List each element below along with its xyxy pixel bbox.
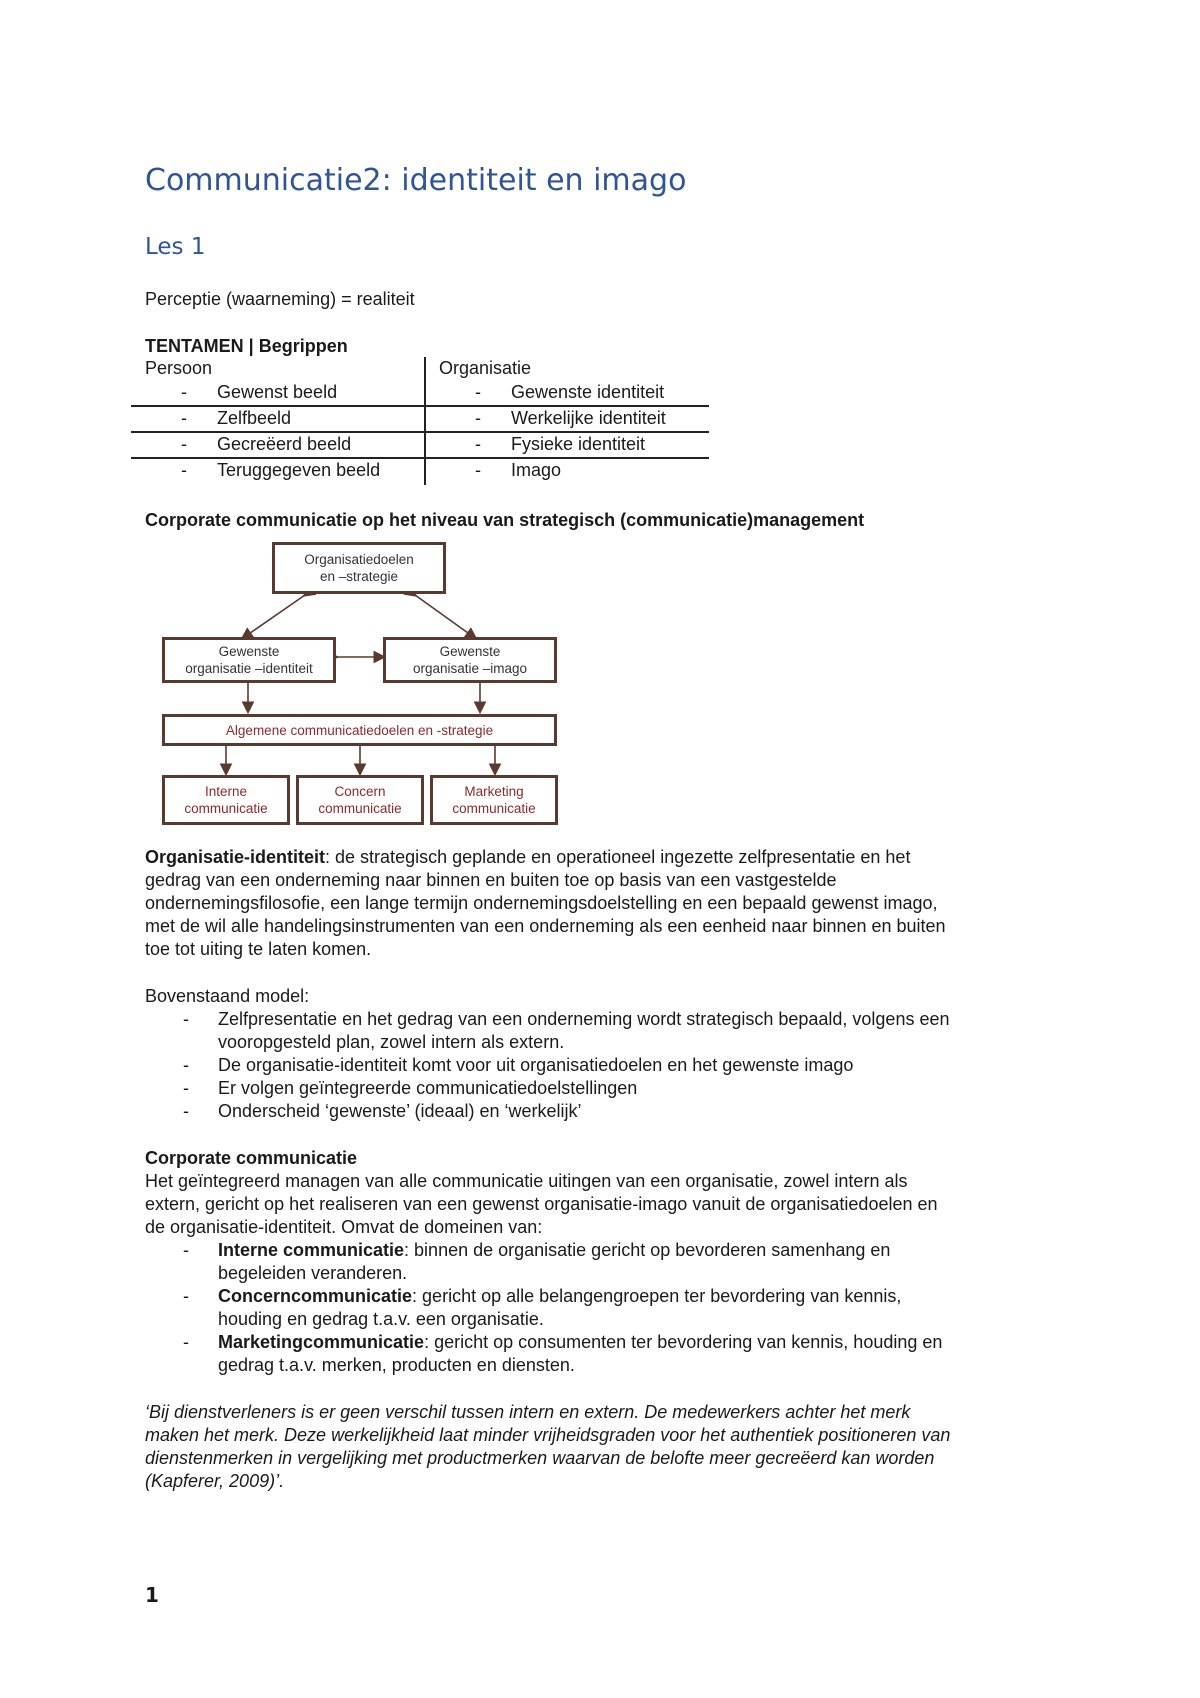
box-gewenste-imago	[383, 637, 557, 683]
quote-line: maken het merk. Deze werkelijkheid laat minder vrijheidsgraden voor het authentiek positioneren van	[145, 1425, 951, 1445]
corporate-communicatie-heading: Corporate communicatie	[145, 1148, 358, 1168]
corporate-communication-diagram	[150, 540, 570, 830]
dash: -	[181, 460, 187, 480]
column-divider	[424, 357, 426, 485]
persoon-term: Zelfbeeld	[217, 408, 292, 428]
dash: -	[183, 1101, 189, 1121]
list-item-text: : gericht op consumenten ter bevordering van kennis, houding en	[424, 1332, 943, 1352]
org-identiteit-line: gedrag van een onderneming naar binnen en buiten toe op basis van een vastgestelde	[145, 870, 837, 890]
organisatie-term: Fysieke identiteit	[511, 434, 646, 454]
list-item-text: vooropgesteld plan, zowel intern als extern.	[218, 1032, 565, 1052]
domain-term: Interne communicatie	[218, 1240, 405, 1260]
quote-line: dienstenmerken in vergelijking met productmerken waarvan de belofte meer gecreëerd kan worden	[145, 1448, 935, 1468]
box-line: Marketing	[464, 784, 524, 799]
box-line: Organisatiedoelen	[304, 552, 414, 567]
header-persoon: Persoon	[145, 358, 213, 378]
quote-line: (Kapferer, 2009)’.	[145, 1471, 285, 1491]
domain-term: Concerncommunicatie	[218, 1286, 413, 1306]
dash: -	[183, 1009, 189, 1029]
box-line: Gewenste	[218, 644, 280, 659]
page-number: 1	[145, 1583, 159, 1607]
dash: -	[183, 1078, 189, 1098]
persoon-term: Teruggegeven beeld	[217, 460, 381, 480]
dash: -	[183, 1055, 189, 1075]
org-identiteit-term: Organisatie-identiteit	[145, 847, 326, 867]
corporate-management-heading: Corporate communicatie op het niveau van strategisch (communicatie)management	[145, 510, 865, 530]
list-item-text: : binnen de organisatie gericht op bevorderen samenhang en	[404, 1240, 891, 1260]
org-identiteit-line: toe tot uiting te laten komen.	[145, 939, 372, 959]
dash: -	[183, 1240, 189, 1260]
list-item-text: De organisatie-identiteit komt voor uit organisatiedoelen en het gewenste imago	[218, 1055, 854, 1075]
dash: -	[475, 460, 481, 480]
organisatie-term: Werkelijke identiteit	[511, 408, 666, 428]
terms-table	[131, 357, 709, 483]
box-line: Gewenste	[439, 644, 501, 659]
box-line: organisatie –imago	[412, 661, 528, 676]
list-item-text: gedrag t.a.v. merken, producten en diensten.	[218, 1355, 575, 1375]
corporate-line: Het geïntegreerd managen van alle communicatie uitingen van een organisatie, zowel intern als	[145, 1171, 908, 1191]
table-row	[131, 381, 709, 407]
dash: -	[475, 408, 481, 428]
header-organisatie: Organisatie	[439, 358, 532, 378]
box-organisatiedoelen	[272, 542, 446, 594]
list-item-text: Zelfpresentatie en het gedrag van een onderneming wordt strategisch bepaald, volgens een	[218, 1009, 950, 1029]
dash: -	[183, 1332, 189, 1352]
tentamen-heading: TENTAMEN | Begrippen	[145, 336, 348, 356]
org-identiteit-line	[145, 846, 910, 869]
box-line: Interne	[204, 784, 248, 799]
box-line: communicatie	[452, 801, 536, 816]
dash: -	[183, 1286, 189, 1306]
box-line: Algemene communicatiedoelen en -strategie	[225, 722, 494, 738]
dash: -	[475, 382, 481, 402]
box-marketing-communicatie	[430, 775, 558, 825]
dash: -	[475, 434, 481, 454]
arrow-top-left	[243, 595, 305, 638]
list-item-text: Onderscheid ‘gewenste’ (ideaal) en ‘werkelijk’	[218, 1101, 582, 1121]
box-line: communicatie	[318, 801, 402, 816]
organisatie-term: Imago	[511, 460, 562, 480]
quote-line: ‘Bij dienstverleners is er geen verschil tussen intern en extern. De medewerkers achter het merk	[145, 1402, 911, 1422]
org-identiteit-line: met de wil alle handelingsinstrumenten van een onderneming als een eenheid naar binnen en buiten	[145, 916, 946, 936]
page-title: Communicatie2: identiteit en imago	[145, 163, 687, 198]
table-row	[131, 433, 709, 459]
org-identiteit-line: ondernemingsfilosofie, een lange termijn ondernemingsdoelstelling en een bepaald gewenst imago,	[145, 893, 938, 913]
list-item-text: begeleiden veranderen.	[218, 1263, 408, 1283]
box-algemene-communicatiedoelen	[162, 714, 557, 746]
arrow-top-right	[415, 595, 475, 638]
perceptie-line: Perceptie (waarneming) = realiteit	[145, 289, 415, 309]
box-line: organisatie –identiteit	[185, 661, 313, 676]
terms-header-row	[131, 357, 709, 381]
box-line: communicatie	[184, 801, 268, 816]
box-line: Concern	[334, 784, 386, 799]
organisatie-term: Gewenste identiteit	[511, 382, 665, 402]
table-row	[131, 407, 709, 433]
section-heading: Les 1	[145, 234, 206, 260]
persoon-term: Gewenst beeld	[217, 382, 338, 402]
dash: -	[181, 434, 187, 454]
box-interne-communicatie	[162, 775, 290, 825]
persoon-term: Gecreëerd beeld	[217, 434, 352, 454]
box-concern-communicatie	[296, 775, 424, 825]
list-item-text: : gericht op alle belangengroepen ter bevordering van kennis,	[412, 1286, 902, 1306]
bovenstaand-intro: Bovenstaand model:	[145, 986, 310, 1006]
org-identiteit-text: : de strategisch geplande en operationeel ingezette zelfpresentatie en het	[325, 847, 911, 867]
list-item-text: Er volgen geïntegreerde communicatiedoelstellingen	[218, 1078, 638, 1098]
table-row	[131, 459, 709, 483]
corporate-line: de organisatie-identiteit. Omvat de domeinen van:	[145, 1217, 543, 1237]
dash: -	[181, 382, 187, 402]
list-item-text: houding en gedrag t.a.v. een organisatie.	[218, 1309, 544, 1329]
box-gewenste-identiteit	[162, 637, 336, 683]
domain-term: Marketingcommunicatie	[218, 1332, 425, 1352]
dash: -	[181, 408, 187, 428]
corporate-line: extern, gericht op het realiseren van een gewenst organisatie-imago vanuit de organisatiedoelen en	[145, 1194, 938, 1214]
box-line: en –strategie	[319, 569, 399, 584]
